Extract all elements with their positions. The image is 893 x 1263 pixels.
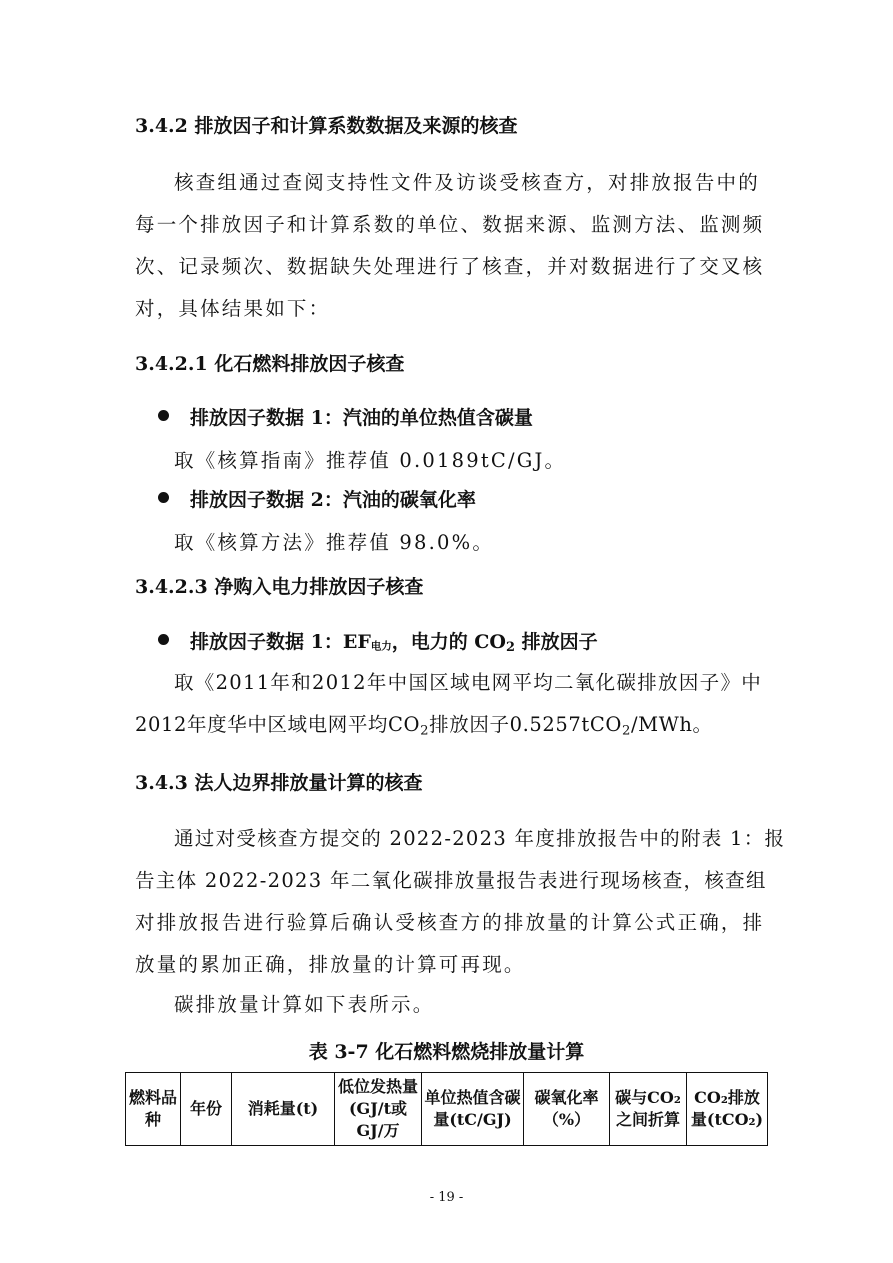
section-heading-3-4-2: 3.4.2 排放因子和计算系数数据及来源的核查 — [135, 115, 518, 137]
section-heading-3-4-2-3: 3.4.2.3 净购入电力排放因子核查 — [135, 576, 424, 598]
paragraph-line: 次、记录频次、数据缺失处理进行了核查，并对数据进行了交叉核 — [135, 255, 765, 278]
table-header-cell: 消耗量(t) — [232, 1073, 335, 1146]
paragraph-line: 放量的累加正确，排放量的计算可再现。 — [135, 953, 526, 976]
table-header-cell: 碳与CO₂之间折算 — [610, 1073, 687, 1146]
bullet-title: 排放因子数据 1：EF电力，电力的 $CO_2$ 排放因子 — [190, 631, 598, 656]
bullet-dot-icon — [158, 492, 169, 503]
bullet-text: 取《2011年和2012年中国区域电网平均二氧化碳排放因子》中 — [174, 671, 763, 694]
table-header-cell: 碳氧化率（%） — [524, 1073, 610, 1146]
table-header-cell: 低位发热量(GJ/t或 GJ/万 — [335, 1073, 422, 1146]
table-header-cell: CO₂排放量(tCO₂) — [687, 1073, 768, 1146]
bullet-title: 排放因子数据 2：汽油的碳氧化率 — [190, 489, 476, 511]
bullet-dot-icon — [158, 634, 169, 645]
bullet-dot-icon — [158, 410, 169, 421]
table-header-row — [126, 1073, 768, 1146]
emission-table — [125, 1072, 768, 1146]
paragraph-line: 通过对受核查方提交的 2022-2023 年度排放报告中的附表 1：报 — [174, 827, 786, 850]
bullet-text: 取《核算指南》推荐值 0.0189tC/GJ。 — [174, 449, 567, 472]
paragraph-line: 碳排放量计算如下表所示。 — [174, 993, 435, 1016]
paragraph-line: 核查组通过查阅支持性文件及访谈受核查方，对排放报告中的 — [174, 171, 760, 194]
page-number: - 19 - — [429, 1190, 464, 1205]
paragraph-line: 每一个排放因子和计算系数的单位、数据来源、监测方法、监测频 — [135, 213, 765, 236]
table-header-cell: 燃料品种 — [126, 1073, 181, 1146]
paragraph-line: 告主体 2022-2023 年二氧化碳排放量报告表进行现场核查，核查组 — [135, 869, 767, 892]
table-caption: 表 3-7 化石燃料燃烧排放量计算 — [308, 1041, 585, 1063]
section-heading-3-4-3: 3.4.3 法人边界排放量计算的核查 — [135, 772, 423, 794]
bullet-text: 2012年度华中区域电网平均$CO_2$排放因子0.5257tCO$_2$/MWh。 — [135, 713, 713, 739]
paragraph-line: 对，具体结果如下： — [135, 297, 331, 320]
section-heading-3-4-2-1: 3.4.2.1 化石燃料排放因子核查 — [135, 353, 405, 375]
table-header-cell: 单位热值含碳量(tC/GJ) — [422, 1073, 524, 1146]
bullet-title: 排放因子数据 1：汽油的单位热值含碳量 — [190, 407, 533, 429]
bullet-text: 取《核算方法》推荐值 98.0%。 — [174, 531, 495, 554]
table-header-cell: 年份 — [181, 1073, 232, 1146]
paragraph-line: 对排放报告进行验算后确认受核查方的排放量的计算公式正确，排 — [135, 911, 765, 934]
